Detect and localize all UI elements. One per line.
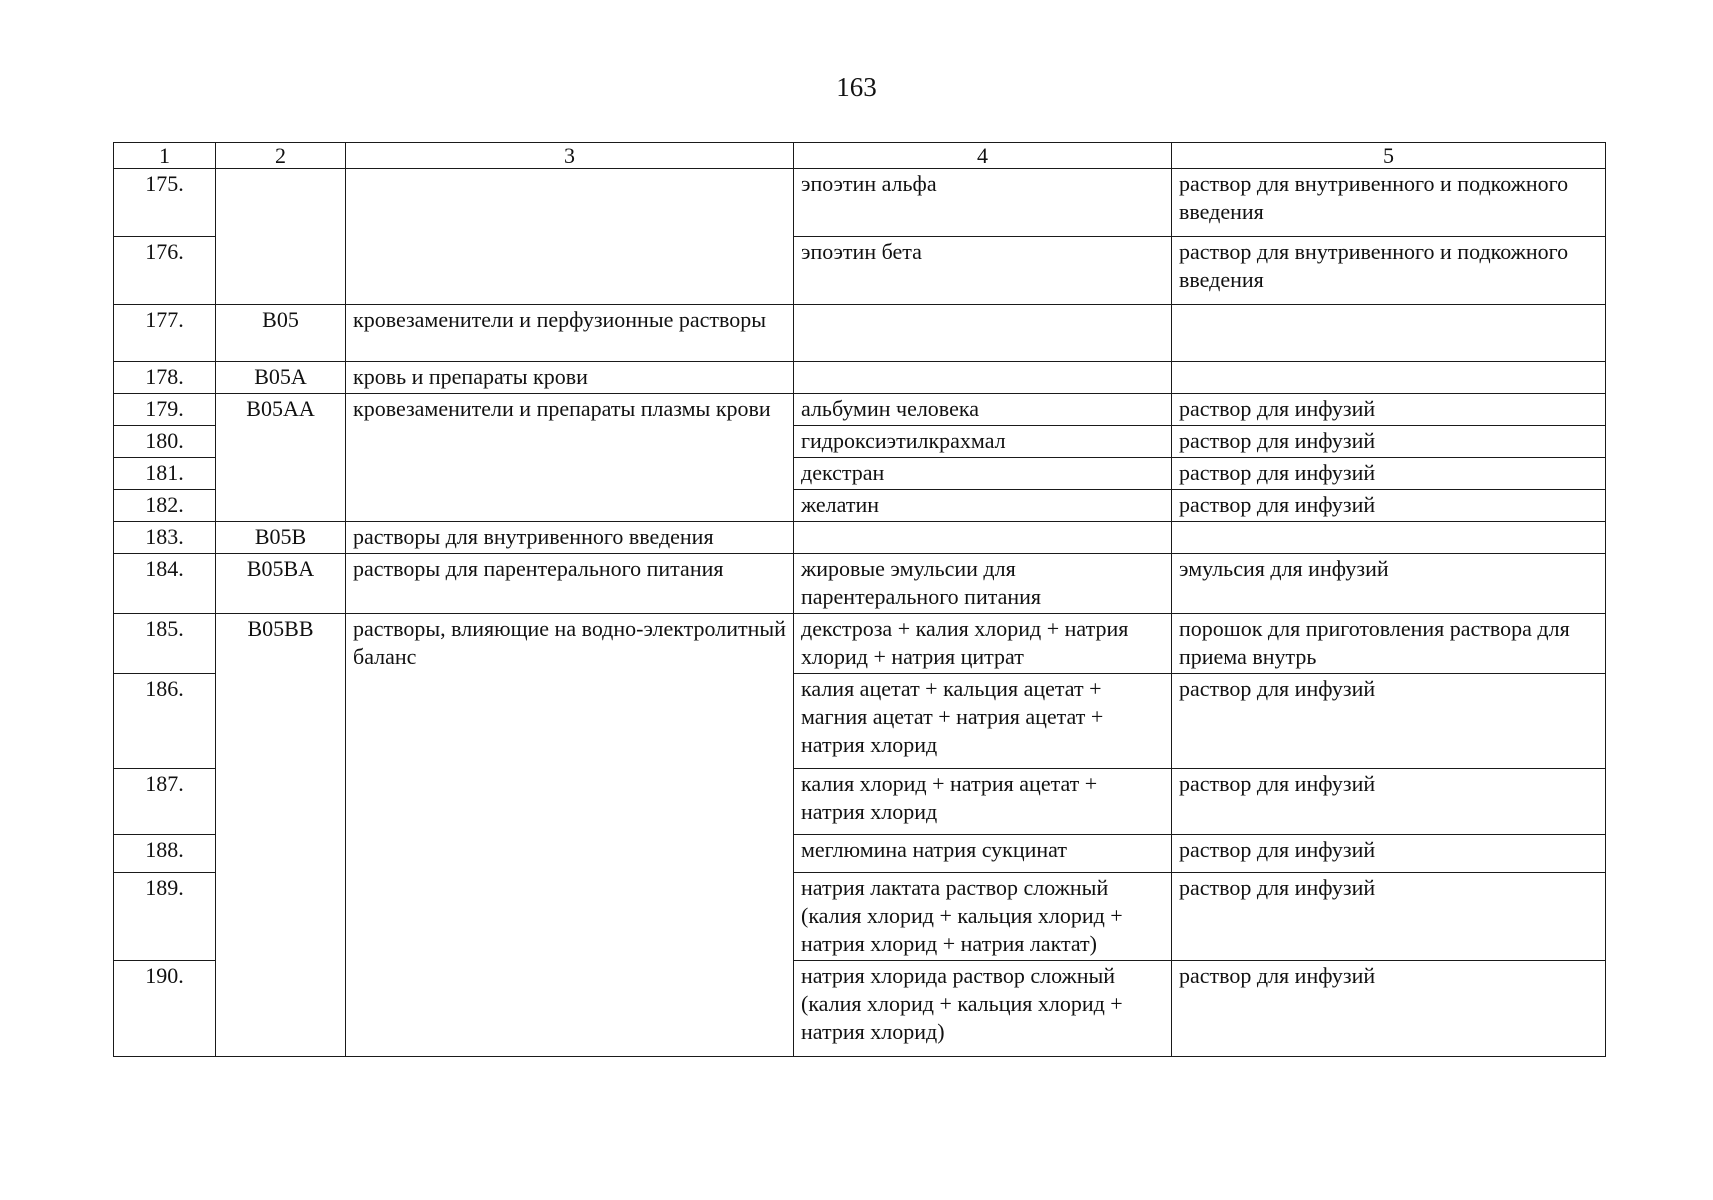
row-number: 177.: [114, 305, 216, 362]
drug-name: декстран: [794, 458, 1172, 490]
row-number: 178.: [114, 362, 216, 394]
group-name: растворы для внутривенного введения: [346, 522, 794, 554]
drug-name: эпоэтин альфа: [794, 169, 1172, 237]
drug-name: меглюмина натрия сукцинат: [794, 835, 1172, 873]
dosage-form: раствор для инфузий: [1172, 769, 1606, 835]
drug-name: альбумин человека: [794, 394, 1172, 426]
group-name: растворы, влияющие на водно-электролитный баланс: [346, 614, 794, 1057]
dosage-form: [1172, 305, 1606, 362]
drug-name: желатин: [794, 490, 1172, 522]
atc-code: B05BA: [216, 554, 346, 614]
drug-name: декстроза + калия хлорид + натрия хлорид + натрия цитрат: [794, 614, 1172, 674]
row-number: 187.: [114, 769, 216, 835]
header-cell: 2: [216, 143, 346, 169]
dosage-form: раствор для внутривенного и подкожного введения: [1172, 237, 1606, 305]
dosage-form: раствор для инфузий: [1172, 961, 1606, 1057]
header-cell: 4: [794, 143, 1172, 169]
atc-code: B05: [216, 305, 346, 362]
drug-name: [794, 305, 1172, 362]
row-number: 188.: [114, 835, 216, 873]
row-number: 183.: [114, 522, 216, 554]
row-number: 184.: [114, 554, 216, 614]
row-number: 186.: [114, 674, 216, 769]
group-name: кровь и препараты крови: [346, 362, 794, 394]
atc-code: B05AA: [216, 394, 346, 522]
dosage-form: раствор для инфузий: [1172, 394, 1606, 426]
page-number: 163: [836, 72, 877, 102]
table-row: [114, 614, 1606, 674]
row-number: 190.: [114, 961, 216, 1057]
atc-code: B05A: [216, 362, 346, 394]
dosage-form: раствор для инфузий: [1172, 835, 1606, 873]
row-number: 189.: [114, 873, 216, 961]
row-number: 180.: [114, 426, 216, 458]
table-row: [114, 394, 1606, 426]
table-header-row: [114, 143, 1606, 169]
drug-name: гидроксиэтилкрахмал: [794, 426, 1172, 458]
dosage-form: [1172, 522, 1606, 554]
row-number: 176.: [114, 237, 216, 305]
dosage-form: раствор для инфузий: [1172, 490, 1606, 522]
row-number: 181.: [114, 458, 216, 490]
row-number: 182.: [114, 490, 216, 522]
header-cell: 3: [346, 143, 794, 169]
drug-name: [794, 362, 1172, 394]
dosage-form: раствор для инфузий: [1172, 674, 1606, 769]
atc-code: B05BB: [216, 614, 346, 1057]
dosage-form: раствор для инфузий: [1172, 426, 1606, 458]
dosage-form: порошок для приготовления раствора для приема внутрь: [1172, 614, 1606, 674]
table-row: [114, 305, 1606, 362]
group-name: кровезаменители и перфузионные растворы: [346, 305, 794, 362]
drug-name: калия ацетат + кальция ацетат + магния ацетат + натрия ацетат + натрия хлорид: [794, 674, 1172, 769]
drug-list-table: [113, 142, 1606, 1057]
drug-name: калия хлорид + натрия ацетат + натрия хлорид: [794, 769, 1172, 835]
dosage-form: раствор для внутривенного и подкожного введения: [1172, 169, 1606, 237]
drug-name: натрия хлорида раствор сложный (калия хлорид + кальция хлорид + натрия хлорид): [794, 961, 1172, 1057]
dosage-form: [1172, 362, 1606, 394]
group-name: кровезаменители и препараты плазмы крови: [346, 394, 794, 522]
table-row: [114, 522, 1606, 554]
drug-name: жировые эмульсии для парентерального питания: [794, 554, 1172, 614]
atc-code-cell: [216, 169, 346, 305]
dosage-form: раствор для инфузий: [1172, 458, 1606, 490]
header-cell: 1: [114, 143, 216, 169]
drug-name: [794, 522, 1172, 554]
dosage-form: раствор для инфузий: [1172, 873, 1606, 961]
row-number: 185.: [114, 614, 216, 674]
group-name-cell: [346, 169, 794, 305]
table-row: [114, 554, 1606, 614]
row-number: 179.: [114, 394, 216, 426]
row-number: 175.: [114, 169, 216, 237]
drug-name: натрия лактата раствор сложный (калия хлорид + кальция хлорид + натрия хлорид + натрия лактат): [794, 873, 1172, 961]
table-row: [114, 169, 1606, 237]
drug-name: эпоэтин бета: [794, 237, 1172, 305]
header-cell: 5: [1172, 143, 1606, 169]
table-row: [114, 362, 1606, 394]
group-name: растворы для парентерального питания: [346, 554, 794, 614]
atc-code: B05B: [216, 522, 346, 554]
dosage-form: эмульсия для инфузий: [1172, 554, 1606, 614]
